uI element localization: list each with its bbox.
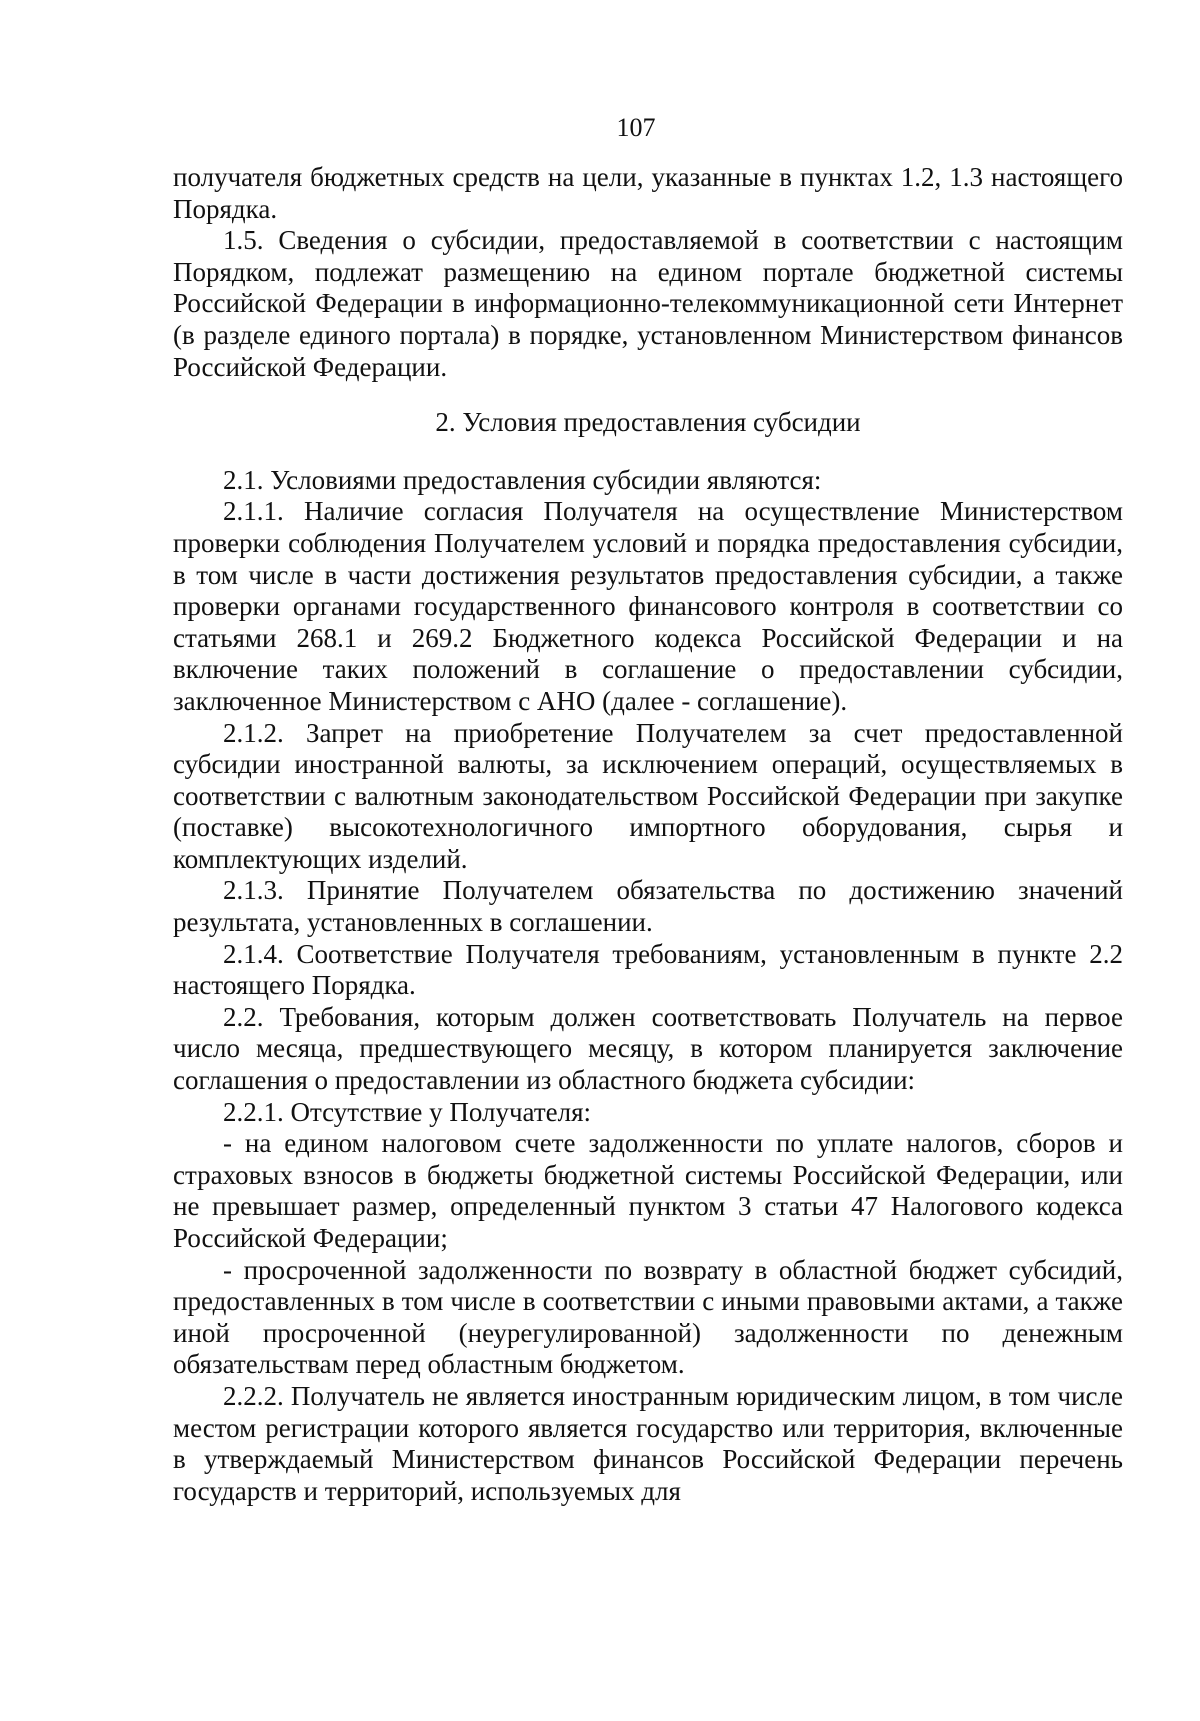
paragraph-2-2-1: 2.2.1. Отсутствие у Получателя:	[223, 1096, 592, 1127]
document-body	[173, 162, 1123, 1507]
page-number: 107	[616, 113, 656, 142]
paragraph-2-1-1: 2.1.1. Наличие согласия Получателя на осуществление Министерством проверки соблюдения Получателем условий и порядка предоставления субсидии, в том числе в части достижения результатов предоставления субсидии, а также проверки органами государственного финансового контроля в соответствии со статьями 268.1 и 269.2 Бюджетного кодекса Российской Федерации и на включение таких положений в соглашение о предоставлении субсидии, заключенное Министерством с АНО (далее - соглашение).	[173, 496, 1123, 716]
section-heading: 2. Условия предоставления субсидии	[435, 407, 861, 438]
paragraph-2-1: 2.1. Условиями предоставления субсидии являются:	[223, 464, 822, 495]
paragraph-continuation: получателя бюджетных средств на цели, указанные в пунктах 1.2, 1.3 настоящего Порядка.	[173, 162, 1123, 224]
paragraph-2-1-2: 2.1.2. Запрет на приобретение Получателем за счет предоставленной субсидии иностранной валюты, за исключением операций, осуществляемых в соответствии с валютным законодательством Российской Федерации при закупке (поставке) высокотехнологичного импортного оборудования, сырья и комплектующих изделий.	[173, 717, 1123, 874]
list-item-tax-debt: - на едином налоговом счете задолженности по уплате налогов, сборов и страховых взносов в бюджеты бюджетной системы Российской Федерации, или не превышает размер, определенный пунктом 3 статьи 47 Налогового кодекса Российской Федерации;	[173, 1128, 1123, 1253]
list-item-overdue-debt: - просроченной задолженности по возврату в областной бюджет субсидий, предоставленных в том числе в соответствии с иными правовыми актами, а также иной просроченной (неурегулированной) задолженности по денежным обязательствам перед областным бюджетом.	[173, 1254, 1123, 1380]
paragraph-1-5: 1.5. Сведения о субсидии, предоставляемой в соответствии с настоящим Порядком, подлежат размещению на едином портале бюджетной системы Российской Федерации в информационно-телекоммуникационной сети Интернет (в разделе единого портала) в порядке, установленном Министерством финансов Российской Федерации.	[173, 225, 1123, 382]
paragraph-2-2: 2.2. Требования, которым должен соответствовать Получатель на первое число месяца, предшествующего месяцу, в котором планируется заключение соглашения о предоставлении из областного бюджета субсидии:	[173, 1001, 1123, 1096]
paragraph-2-2-2: 2.2.2. Получатель не является иностранным юридическим лицом, в том числе местом регистрации которого является государство или территория, включенные в утверждаемый Министерством финансов Российской Федерации перечень государств и территорий, используемых для	[173, 1380, 1123, 1506]
paragraph-2-1-4: 2.1.4. Соответствие Получателя требованиям, установленным в пункте 2.2 настоящего Порядка.	[173, 938, 1123, 1001]
paragraph-2-1-3: 2.1.3. Принятие Получателем обязательства по достижению значений результата, установленных в соглашении.	[173, 875, 1123, 938]
